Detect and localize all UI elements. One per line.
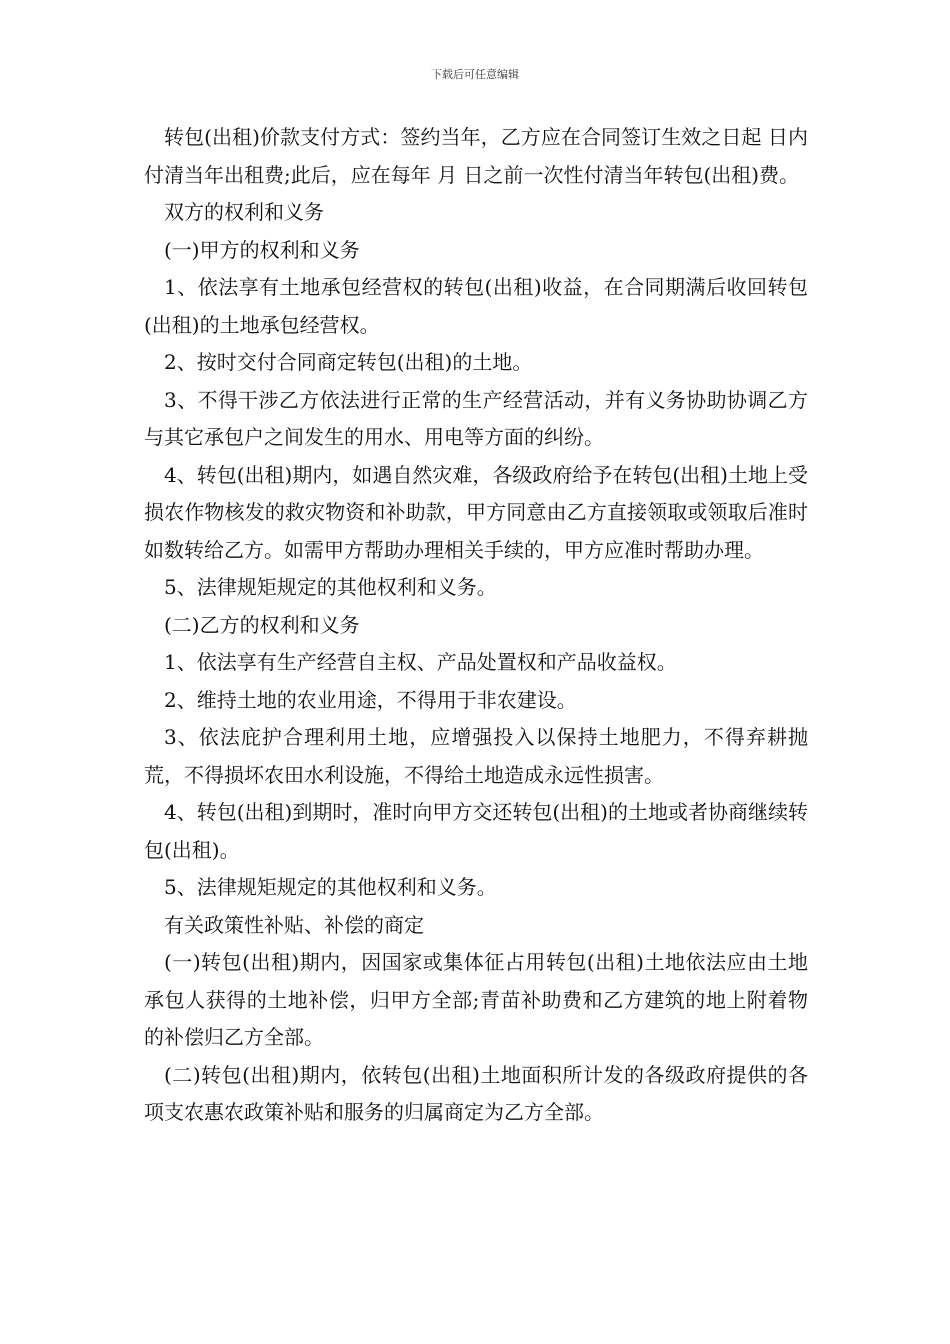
party-a-clause-3: 3、不得干涉乙方依法进行正常的生产经营活动，并有义务协助协调乙方与其它承包户之间发生的用水、用电等方面的纠纷。 <box>144 387 808 449</box>
party-b-clause-3: 3、依法庇护合理利用土地，应增强投入以保持土地肥力，不得弃耕抛荒，不得损坏农田水利设施，不得给土地造成永远性损害。 <box>144 725 808 787</box>
subsidy-clause-1: (一)转包(出租)期内，因国家或集体征占用转包(出租)土地依法应由土地承包人获得的土地补偿，归甲方全部;青苗补助费和乙方建筑的地上附着物的补偿归乙方全部。 <box>144 950 808 1049</box>
subsection-heading-party-b: (二)乙方的权利和义务 <box>164 612 360 637</box>
page-header: 下载后可任意编辑 <box>431 68 519 81</box>
paragraph-payment-method: 转包(出租)价款支付方式：签约当年，乙方应在合同签订生效之日起 日内付清当年出租费;此后，应在每年 月 日之前一次性付清当年转包(出租)费。 <box>144 125 808 187</box>
party-b-clause-4: 4、转包(出租)到期时，准时向甲方交还转包(出租)的土地或者协商继续转包(出租)。 <box>144 800 808 862</box>
party-a-clause-5: 5、法律规矩规定的其他权利和义务。 <box>164 575 497 599</box>
party-b-clause-1: 1、依法享有生产经营自主权、产品处置权和产品收益权。 <box>164 650 677 674</box>
subsection-heading-party-a: (一)甲方的权利和义务 <box>164 237 360 262</box>
party-a-clause-4: 4、转包(出租)期内，如遇自然灾难，各级政府给予在转包(出租)土地上受损农作物核发的救灾物资和补助款，甲方同意由乙方直接领取或领取后准时如数转给乙方。如需甲方帮助办理相关手续的，甲方应准时帮助办理。 <box>144 462 808 562</box>
party-a-clause-2: 2、按时交付合同商定转包(出租)的土地。 <box>164 350 533 374</box>
document-body <box>144 119 808 1132</box>
section-heading-rights-obligations: 双方的权利和义务 <box>164 200 324 224</box>
subsidy-clause-2: (二)转包(出租)期内，依转包(出租)土地面积所计发的各级政府提供的各项支农惠农政策补贴和服务的归属商定为乙方全部。 <box>144 1062 808 1124</box>
party-b-clause-2: 2、维持土地的农业用途，不得用于非农建设。 <box>164 687 577 712</box>
party-b-clause-5: 5、法律规矩规定的其他权利和义务。 <box>164 875 497 899</box>
section-heading-subsidies: 有关政策性补贴、补偿的商定 <box>164 912 424 937</box>
party-a-clause-1: 1、依法享有土地承包经营权的转包(出租)收益，在合同期满后收回转包(出租)的土地承包经营权。 <box>144 275 808 337</box>
